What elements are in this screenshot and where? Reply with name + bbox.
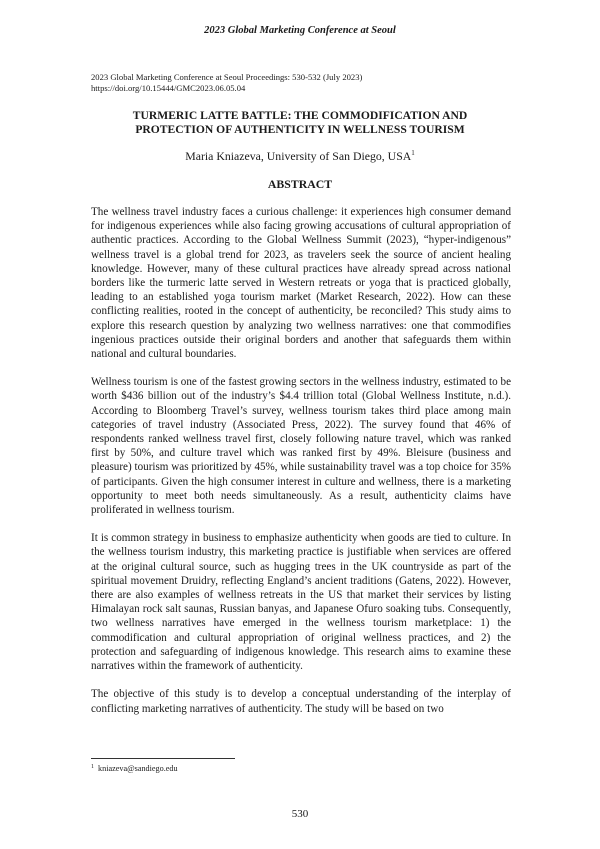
abstract-heading: ABSTRACT <box>267 177 333 191</box>
footnote <box>91 764 511 773</box>
author-line <box>0 149 600 164</box>
proceedings-citation: 2023 Global Marketing Conference at Seoul Proceedings: 530-532 (July 2023) <box>91 72 363 82</box>
paragraph: The wellness travel industry faces a curious challenge: it experiences high consumer demand for indigenous experiences while also facing growing accusations of cultural appropriation of authentic practices. According to the Global Wellness Summit (2023), “hyper-indigenous” wellness travel is a global trend for 2023, as travelers seek the source of ancient healing knowledge. However, many of these cultural practices have already spread across national borders like the turmeric latte served in Western retreats or yoga that is practiced globally, leading to an established yoga tourism market (Market Research, 2022). How can these conflicting realities, rooted in the concept of authenticity, be reconciled? This study aims to explore this research question by analyzing two wellness narratives: one that commodifies ingenious practices outside their original borders and another that safeguards them within national and cultural boundaries. <box>91 206 511 361</box>
running-head: 2023 Global Marketing Conference at Seoul <box>204 25 396 36</box>
author-footnote-mark: 1 <box>411 149 415 157</box>
paragraph: It is common strategy in business to emphasize authenticity when goods are tied to culture. In the wellness tourism industry, this marketing practice is justifiable when services are offered at the original cultural source, such as hugging trees in the UK countryside as part of the spiritual movement Druidry, reflecting England’s ancient traditions (Gatens, 2022). However, there are also examples of wellness retreats in the US that market their services by listing Himalayan rock salt saunas, Russian banyas, and Japanese Ofuro soaking tubs. Consequently, two wellness narratives have emerged in the wellness tourism marketplace: 1) the commodification and cultural appropriation of original wellness practices, and 2) the protection and safeguarding of indigenous knowledge. This research aims to examine these narratives within the framework of authenticity. <box>91 532 511 673</box>
author-name: Maria Kniazeva, University of San Diego, USA <box>185 149 412 163</box>
footnote-divider <box>91 758 235 759</box>
footnote-mark: 1 <box>91 764 94 770</box>
abstract-body <box>91 205 511 730</box>
page-number: 530 <box>291 808 309 820</box>
paragraph: Wellness tourism is one of the fastest growing sectors in the wellness industry, estimated to be worth $436 billion out of the industry’s $4.4 trillion total (Global Wellness Institute, n.d.). According to Bloomberg Travel’s survey, wellness tourism takes third place among main categories of travel industry (Associated Press, 2022). The survey found that 46% of respondents ranked wellness travel first, closely following nature travel, which was ranked first by 50%, and culture travel which was ranked first by 49%. Bleisure (business and pleasure) tourism was prioritized by 45%, while sustainability travel was a top choice for 35% of participants. Given the high consumer interest in culture and wellness, there is a marketing opportunity to meet both needs simultaneously. As a result, authenticity claims have proliferated in wellness tourism. <box>91 376 511 517</box>
doi-link[interactable]: https://doi.org/10.15444/GMC2023.06.05.04 <box>91 83 246 93</box>
footnote-email[interactable]: kniazeva@sandiego.edu <box>98 764 178 773</box>
paper-title <box>60 109 540 137</box>
paper-title-line-1: TURMERIC LATTE BATTLE: THE COMMODIFICATION AND <box>132 109 468 122</box>
paper-title-line-2: PROTECTION OF AUTHENTICITY IN WELLNESS TOURISM <box>135 123 465 136</box>
proceedings-info <box>91 72 511 94</box>
paragraph: The objective of this study is to develop a conceptual understanding of the interplay of conflicting marketing narratives of authenticity. The study will be based on two <box>91 688 511 715</box>
